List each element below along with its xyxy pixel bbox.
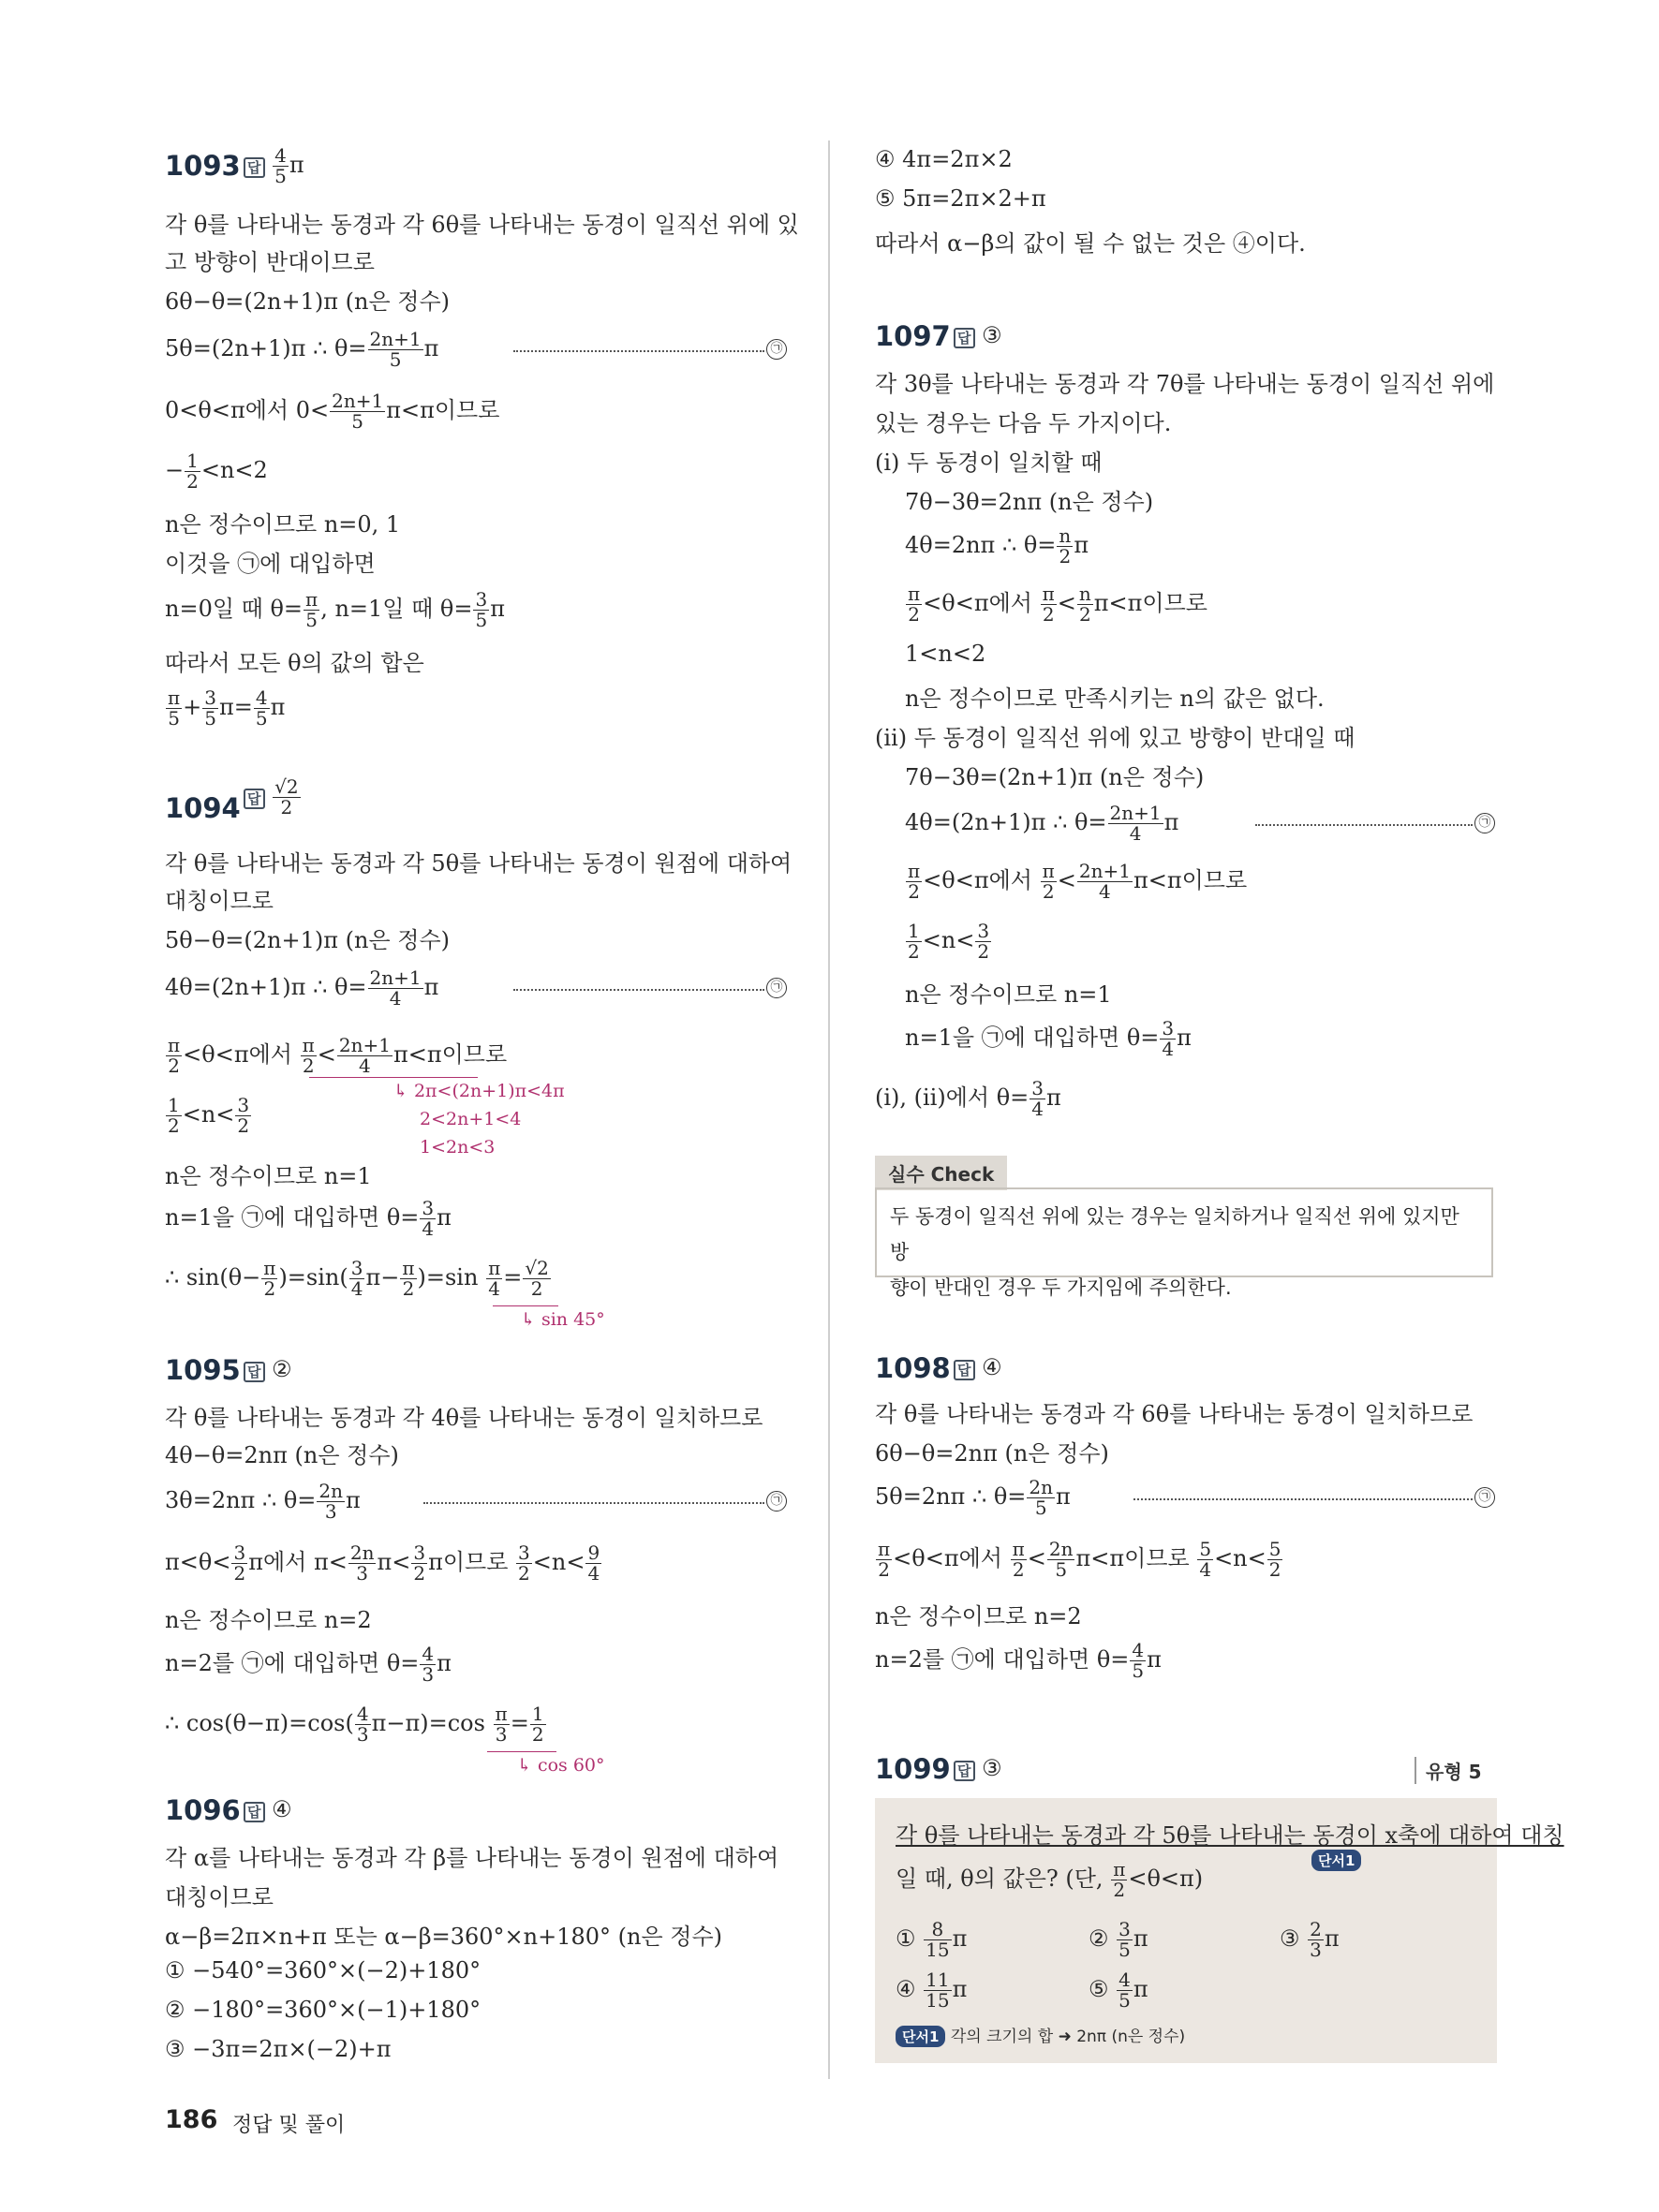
text-line: n은 정수이므로 n=1 bbox=[905, 981, 1112, 1008]
circled-label-icon: ㉠ bbox=[1474, 1487, 1495, 1508]
equation-line: n=1을 ㉠에 대입하면 θ= $\frac{3}{4}$ π bbox=[905, 1017, 1192, 1060]
answer-tag: 답 bbox=[244, 789, 265, 809]
annotation-note: ↳ cos 60° bbox=[517, 1755, 605, 1776]
text-line: 각 α를 나타내는 동경과 각 β를 나타내는 동경이 원점에 대하여 bbox=[165, 1845, 779, 1871]
answer-1095: 답 ② bbox=[244, 1356, 292, 1382]
equation-line: 7θ−3θ=2nπ (n은 정수) bbox=[905, 489, 1154, 515]
hint-line: 단서1 각의 크기의 합 ➜ 2nπ (n은 정수) bbox=[896, 2023, 1185, 2047]
choice-line: ④ 4π=2π×2 bbox=[875, 146, 1013, 172]
annotation-underline bbox=[309, 1077, 478, 1078]
check-text: 향이 반대인 경우 두 가지임에 주의한다. bbox=[890, 1276, 1232, 1299]
equation-line: n=2를 ㉠에 대입하면 θ= $\frac{4}{3}$ π bbox=[165, 1643, 452, 1686]
problem-number-1094: 1094 bbox=[165, 792, 241, 824]
annotation-note: ↳ 2π<(2n+1)π<4π bbox=[393, 1081, 565, 1101]
answer-tag: 답 bbox=[954, 328, 975, 348]
annotation-underline bbox=[493, 1305, 558, 1306]
equation-line: π<θ< $\frac{3}{2}$ π에서 π< $\frac{2n}{3}$ π< $\frac{3}{2}$ π이므로 $\frac{3}{2}$ <n< $\frac{9}{4}$ bbox=[165, 1541, 600, 1585]
equation-line: − $\frac{1}{2}$ <n<2 bbox=[165, 450, 268, 493]
annotation-underline bbox=[487, 1751, 556, 1752]
equation-line: 4θ=(2n+1)π ∴ θ= $\frac{2n+1}{4}$ π bbox=[905, 802, 1179, 845]
answer-1096: 답 ④ bbox=[244, 1796, 292, 1822]
equation-line: 7θ−3θ=(2n+1)π (n은 정수) bbox=[905, 764, 1205, 790]
equation-line: ∴ sin(θ− $\frac{\pi}{2}$ )=sin( $\frac{3}{4}$ π− $\frac{\pi}{2}$ )=sin $\frac{\pi}{4}$ = $\frac{√2}{2}$ bbox=[165, 1257, 549, 1300]
leader-dots bbox=[1255, 824, 1473, 826]
choice-line: ② −180°=360°×(−1)+180° bbox=[165, 1997, 481, 2023]
text-line: n은 정수이므로 n=1 bbox=[165, 1163, 372, 1189]
circled-label-icon: ㉠ bbox=[766, 1491, 787, 1512]
mistake-check-box bbox=[875, 1187, 1493, 1299]
answer-1099: 답 ③ bbox=[954, 1755, 1002, 1781]
text-line: 따라서 모든 θ의 값의 합은 bbox=[165, 650, 424, 676]
question-text: 각 θ를 나타내는 동경과 각 5θ를 나타내는 동경이 x축에 대하여 대칭 bbox=[896, 1822, 1564, 1849]
text-line: 대칭이므로 bbox=[165, 1884, 274, 1910]
text-line: 따라서 α−β의 값이 될 수 없는 것은 ④이다. bbox=[875, 230, 1306, 257]
equation-line: 6θ−θ=(2n+1)π (n은 정수) bbox=[165, 288, 450, 315]
circled-label-icon: ㉠ bbox=[766, 978, 787, 998]
annotation-note: 1<2n<3 bbox=[420, 1137, 496, 1158]
choice-1[interactable]: ① $\frac{8}{15}$ π bbox=[896, 1918, 968, 1961]
leader-dots bbox=[1133, 1498, 1473, 1500]
text-line: 고 방향이 반대이므로 bbox=[165, 249, 375, 275]
equation-line: $\frac{\pi}{2}$ <θ<π에서 $\frac{\pi}{2}$ < $\frac{2n+1}{4}$ π<π이므로 bbox=[908, 860, 1248, 903]
answer-1097: 답 ③ bbox=[954, 322, 1002, 348]
problem-number-1093: 1093 bbox=[165, 150, 241, 182]
problem-number-1098: 1098 bbox=[875, 1352, 951, 1384]
leader-dots bbox=[423, 1502, 764, 1504]
question-text: 일 때, θ의 값은? (단, $\frac{\pi}{2}$ <θ<π) bbox=[896, 1858, 1204, 1901]
equation-line: 5θ=(2n+1)π ∴ θ= $\frac{2n+1}{5}$ π bbox=[165, 328, 439, 371]
text-line: 각 θ를 나타내는 동경과 각 4θ를 나타내는 동경이 일치하므로 bbox=[165, 1405, 763, 1431]
text-line: 각 θ를 나타내는 동경과 각 5θ를 나타내는 동경이 원점에 대하여 bbox=[165, 850, 792, 877]
equation-line: 4θ=2nπ ∴ θ= $\frac{n}{2}$ π bbox=[905, 524, 1089, 568]
equation-line: n=1을 ㉠에 대입하면 θ= $\frac{3}{4}$ π bbox=[165, 1197, 452, 1240]
text-line: 대칭이므로 bbox=[165, 888, 274, 914]
equation-line: n=2를 ㉠에 대입하면 θ= $\frac{4}{5}$ π bbox=[875, 1639, 1162, 1682]
choice-line: ⑤ 5π=2π×2+π bbox=[875, 185, 1046, 212]
equation-line: 6θ−θ=2nπ (n은 정수) bbox=[875, 1440, 1109, 1467]
equation-line: $\frac{\pi}{2}$ <θ<π에서 $\frac{\pi}{2}$ < $\frac{2n}{5}$ π<π이므로 $\frac{5}{4}$ <n< $\frac{5}{2}$ bbox=[878, 1538, 1281, 1581]
choice-3[interactable]: ③ $\frac{2}{3}$ π bbox=[1280, 1918, 1340, 1961]
equation-line: 0<θ<π에서 0< $\frac{2n+1}{5}$ π<π이므로 bbox=[165, 390, 500, 433]
check-text: 두 동경이 일직선 위에 있는 경우는 일치하거나 일직선 위에 있지만 방 bbox=[890, 1205, 1459, 1263]
column-divider bbox=[828, 140, 830, 2079]
equation-line: 4θ=(2n+1)π ∴ θ= $\frac{2n+1}{4}$ π bbox=[165, 966, 439, 1010]
answer-tag: 답 bbox=[244, 1802, 265, 1822]
case-heading: (ⅰ) 두 동경이 일치할 때 bbox=[875, 450, 1103, 476]
equation-line: α−β=2π×n+π 또는 α−β=360°×n+180° (n은 정수) bbox=[165, 1924, 723, 1950]
circled-label-icon: ㉠ bbox=[766, 339, 787, 360]
choice-5[interactable]: ⑤ $\frac{4}{5}$ π bbox=[1089, 1969, 1148, 2012]
text-line: n은 정수이므로 n=2 bbox=[165, 1607, 372, 1633]
problem-number-1096: 1096 bbox=[165, 1794, 241, 1826]
answer-1094: 답 $\frac{√2}{2}$ bbox=[244, 777, 302, 818]
problem-number-1095: 1095 bbox=[165, 1354, 241, 1386]
equation-line: ∴ cos(θ−π)=cos( $\frac{4}{3}$ π−π)=cos $\frac{\pi}{3}$ = $\frac{1}{2}$ bbox=[165, 1703, 544, 1746]
page-label: 정답 및 풀이 bbox=[232, 2114, 346, 2137]
equation-line: 4θ−θ=2nπ (n은 정수) bbox=[165, 1442, 399, 1468]
answer-tag: 답 bbox=[954, 1761, 975, 1781]
problem-type-tag: 유형 5 bbox=[1415, 1757, 1482, 1784]
leader-dots bbox=[513, 989, 764, 991]
problem-number-1097: 1097 bbox=[875, 320, 951, 352]
equation-line: $\frac{1}{2}$ <n< $\frac{3}{2}$ bbox=[168, 1094, 250, 1137]
equation-line: 5θ=2nπ ∴ θ= $\frac{2n}{5}$ π bbox=[875, 1476, 1071, 1519]
text-line: 각 θ를 나타내는 동경과 각 6θ를 나타내는 동경이 일직선 위에 있 bbox=[165, 212, 799, 238]
annotation-note: 2<2n+1<4 bbox=[420, 1109, 522, 1129]
choice-4[interactable]: ④ $\frac{11}{15}$ π bbox=[896, 1969, 968, 2012]
mistake-check-label: 실수 Check bbox=[875, 1156, 1007, 1190]
text-line: n은 정수이므로 n=0, 1 bbox=[165, 511, 401, 538]
hint-marker: 단서1 bbox=[1311, 1845, 1361, 1871]
answer-tag: 답 bbox=[954, 1360, 975, 1380]
text-line: 각 3θ를 나타내는 동경과 각 7θ를 나타내는 동경이 일직선 위에 bbox=[875, 371, 1495, 397]
case-heading: (ⅱ) 두 동경이 일직선 위에 있고 방향이 반대일 때 bbox=[875, 725, 1355, 751]
answer-1098: 답 ④ bbox=[954, 1354, 1002, 1380]
answer-tag: 답 bbox=[244, 157, 265, 178]
text-line: 각 θ를 나타내는 동경과 각 6θ를 나타내는 동경이 일치하므로 bbox=[875, 1401, 1474, 1427]
choice-line: ① −540°=360°×(−2)+180° bbox=[165, 1957, 481, 1983]
circled-label-icon: ㉠ bbox=[1474, 813, 1495, 833]
equation-line: 5θ−θ=(2n+1)π (n은 정수) bbox=[165, 927, 450, 953]
choice-line: ③ −3π=2π×(−2)+π bbox=[165, 2036, 392, 2062]
equation-line: $\frac{\pi}{5}$ + $\frac{3}{5}$ π= $\frac{4}{5}$ π bbox=[168, 686, 286, 730]
problem-number-1099: 1099 bbox=[875, 1753, 951, 1785]
equation-line: $\frac{1}{2}$ <n< $\frac{3}{2}$ bbox=[908, 920, 990, 963]
equation-line: (ⅰ), (ⅱ)에서 θ= $\frac{3}{4}$ π bbox=[875, 1077, 1061, 1120]
answer-1093: 답 $\frac{4}{5}$ π bbox=[244, 146, 304, 186]
equation-line: 1<n<2 bbox=[905, 641, 986, 667]
equation-line: $\frac{\pi}{2}$ <θ<π에서 $\frac{\pi}{2}$ < $\frac{2n+1}{4}$ π<π이므로 bbox=[168, 1034, 508, 1077]
choice-2[interactable]: ② $\frac{3}{5}$ π bbox=[1089, 1918, 1148, 1961]
text-line: 이것을 ㉠에 대입하면 bbox=[165, 551, 376, 577]
page-number: 186 bbox=[165, 2105, 218, 2134]
leader-dots bbox=[513, 350, 764, 352]
text-line: n은 정수이므로 만족시키는 n의 값은 없다. bbox=[905, 686, 1325, 712]
text-line: n은 정수이므로 n=2 bbox=[875, 1603, 1082, 1630]
equation-line: 3θ=2nπ ∴ θ= $\frac{2n}{3}$ π bbox=[165, 1480, 361, 1523]
answer-tag: 답 bbox=[244, 1362, 265, 1382]
annotation-note: ↳ sin 45° bbox=[521, 1309, 605, 1330]
text-line: 있는 경우는 다음 두 가지이다. bbox=[875, 410, 1172, 436]
equation-line: $\frac{\pi}{2}$ <θ<π에서 $\frac{\pi}{2}$ < $\frac{n}{2}$ π<π이므로 bbox=[908, 582, 1207, 626]
equation-line: n=0일 때 θ= $\frac{\pi}{5}$ , n=1일 때 θ= $\frac{3}{5}$ π bbox=[165, 588, 505, 631]
